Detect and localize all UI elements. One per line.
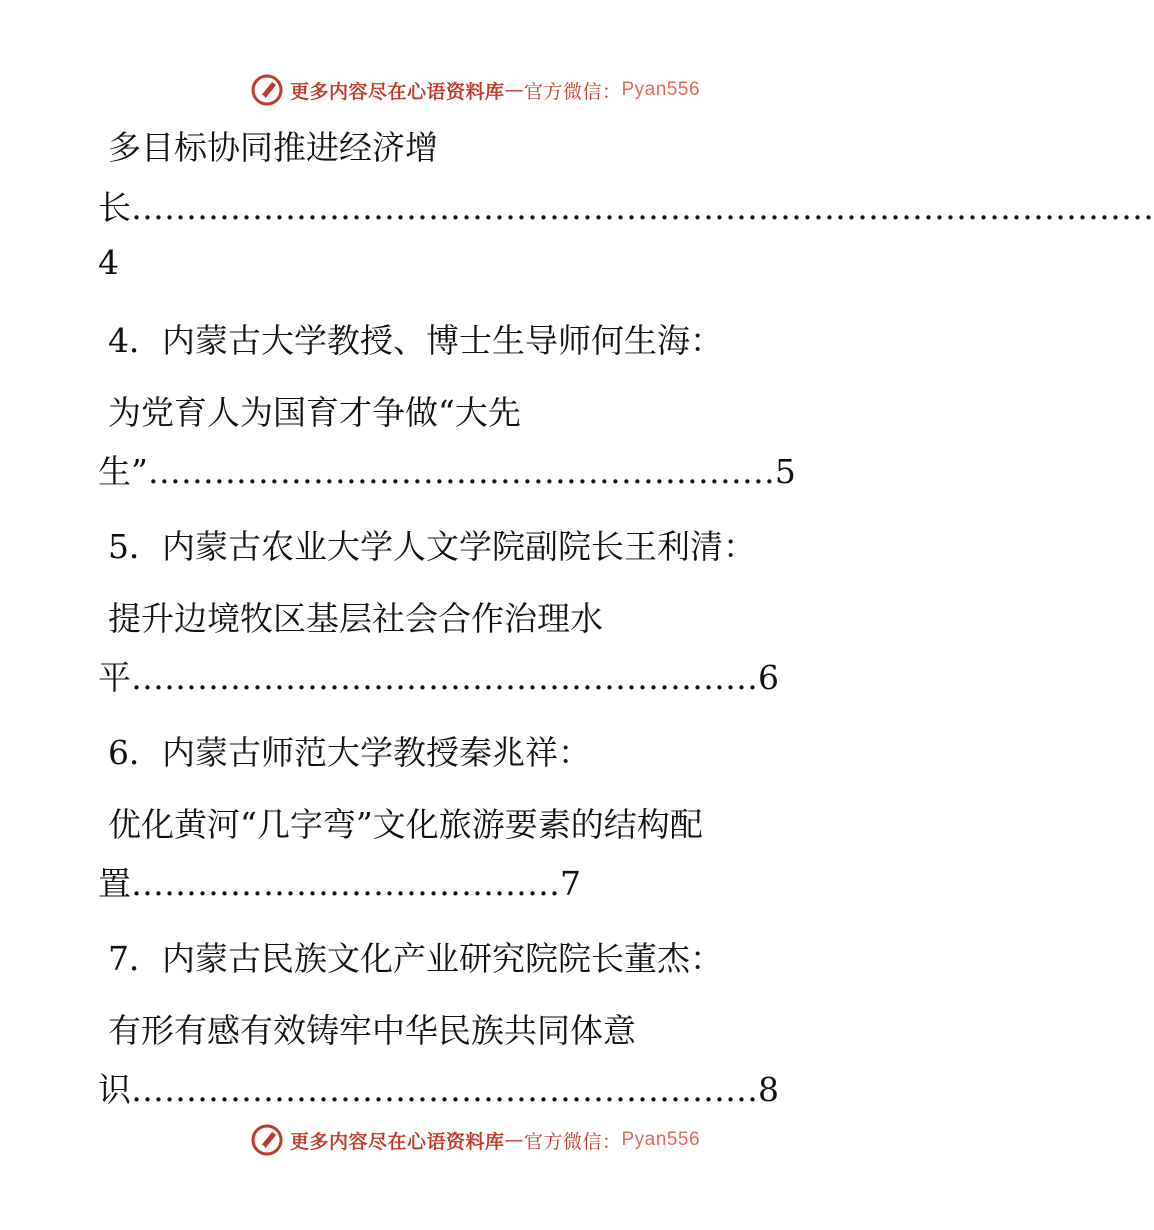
toc-title: 为党育人为国育才争做“大先 [108, 393, 521, 432]
toc-heading: 5．内蒙古农业大学人文学院副院长王利清： [108, 527, 756, 566]
toc-leader: 平…………………………………………………6 [98, 658, 779, 697]
toc-leader: 生”…………………………………………………5 [98, 452, 796, 491]
watermark-dash: — [504, 79, 524, 101]
pen-logo-icon [250, 73, 284, 107]
watermark-label: 官方微信： [523, 1130, 622, 1153]
toc-title: 有形有感有效铸牢中华民族共同体意 [108, 1011, 636, 1050]
toc-heading: 7．内蒙古民族文化产业研究院院长董杰： [108, 939, 723, 978]
pen-logo-icon [250, 1123, 284, 1157]
toc-heading: 4．内蒙古大学教授、博士生导师何生海： [108, 321, 723, 360]
watermark-id: Pyan556 [621, 79, 701, 100]
footer-watermark [0, 1120, 950, 1160]
toc-title: 提升边境牧区基层社会合作治理水 [108, 599, 603, 638]
watermark-id: Pyan556 [621, 1129, 701, 1150]
toc-heading: 6．内蒙古师范大学教授秦兆祥： [108, 733, 591, 772]
watermark-text: 更多内容尽在心语资料库 [289, 1130, 505, 1153]
header-watermark [0, 70, 950, 110]
watermark-text: 更多内容尽在心语资料库 [289, 80, 505, 103]
watermark-label: 官方微信： [523, 80, 622, 103]
toc-title: 多目标协同推进经济增 [108, 128, 438, 167]
watermark-dash: — [504, 1129, 524, 1151]
toc-leader: 长………………………………………………………………………………… [98, 188, 1154, 227]
toc-leader: 识…………………………………………………8 [98, 1070, 779, 1109]
toc-leader: 置…………………………………7 [98, 864, 581, 903]
toc-title: 优化黄河“几字弯”文化旅游要素的结构配 [108, 805, 703, 844]
toc-page-number: 4 [98, 243, 119, 282]
